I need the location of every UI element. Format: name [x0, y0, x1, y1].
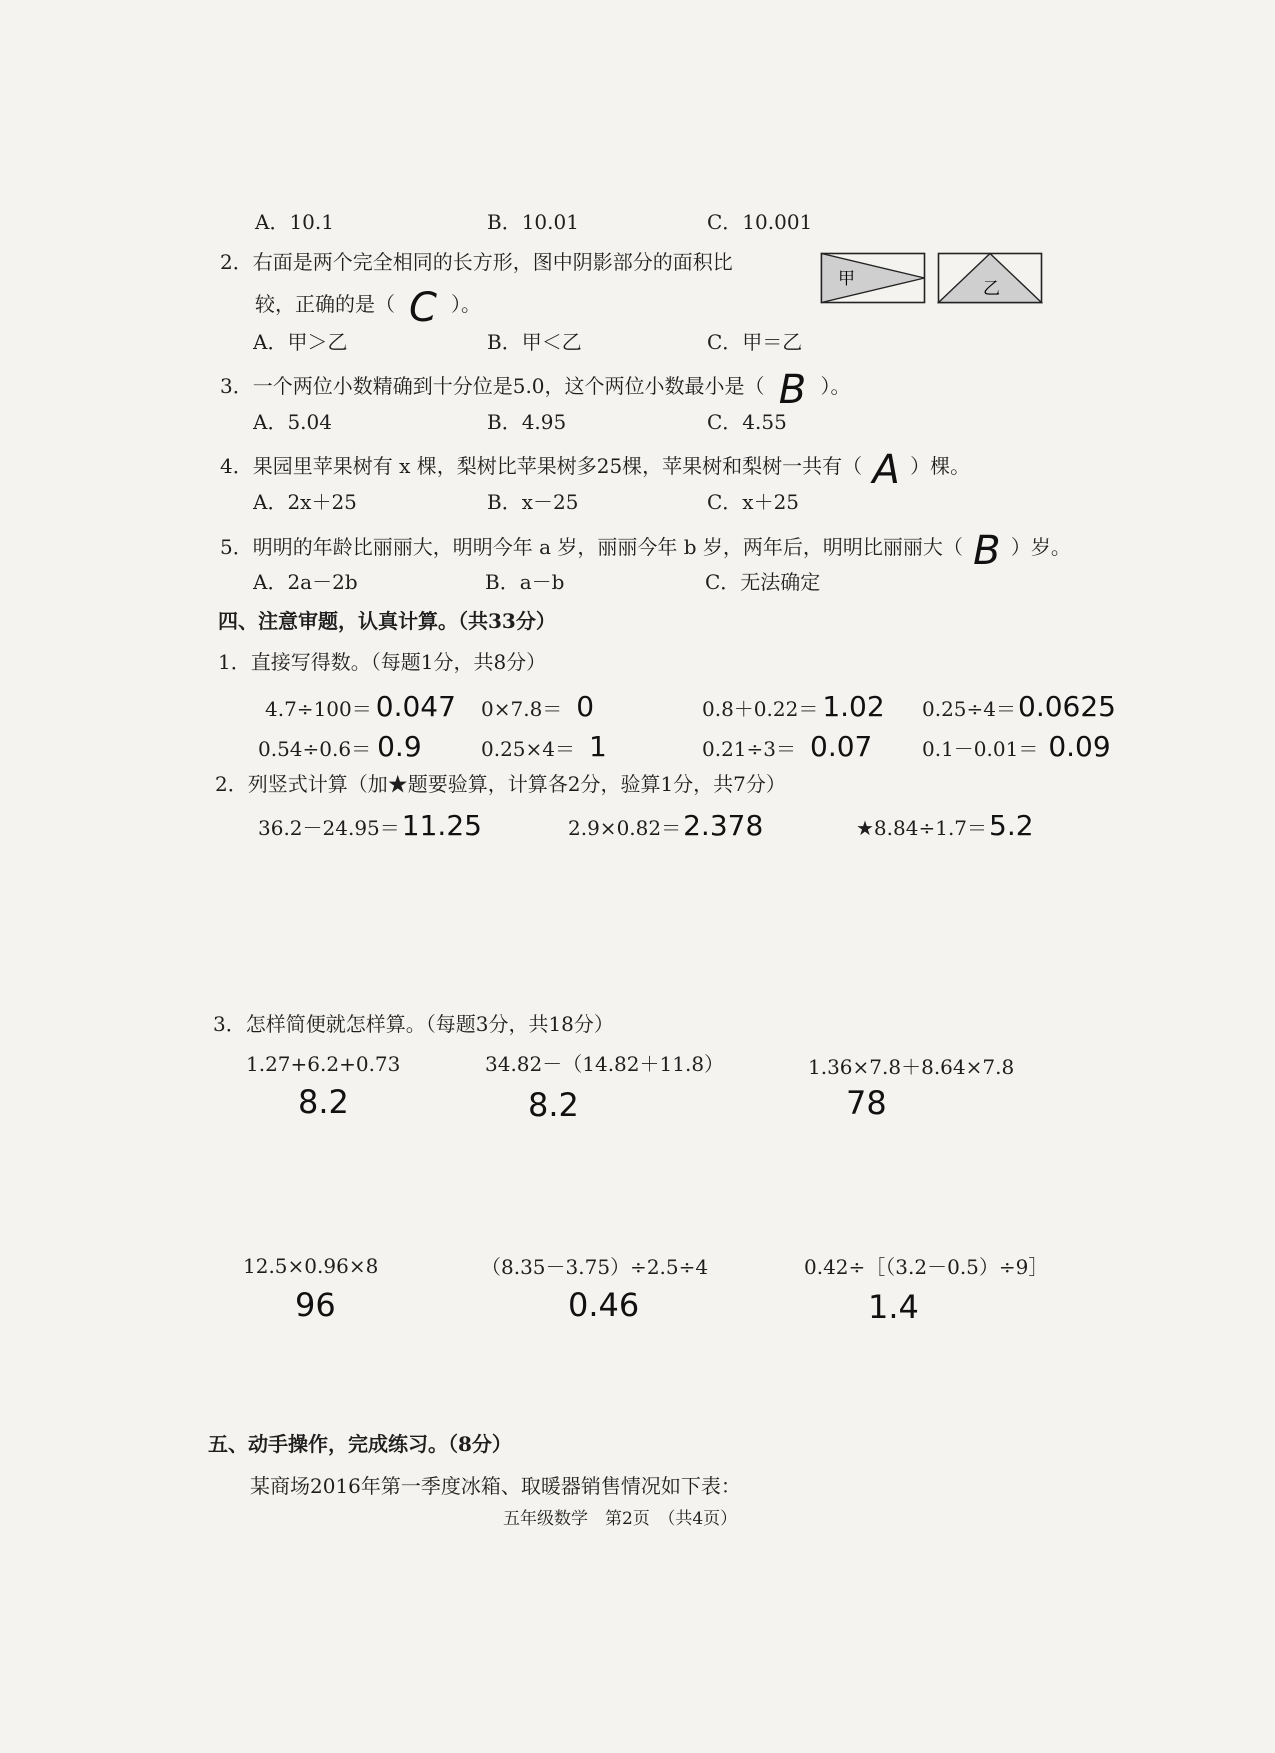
vertical-calc-answer: 5.2	[989, 809, 1034, 842]
q3-text-start: 3．一个两位小数精确到十分位是5.0，这个两位小数最小是（	[220, 374, 765, 398]
simplify-calc-answer: 1.4	[868, 1288, 919, 1326]
mental-calc-expr: 0.8＋0.22＝	[702, 697, 819, 721]
q2-text-line2	[255, 285, 481, 331]
simplify-calc-expr: 12.5×0.96×8	[243, 1254, 379, 1278]
vertical-calc-item	[856, 811, 1034, 841]
mental-calc-expr: 0.25×4＝	[481, 737, 576, 761]
q5-option-c: C．无法确定	[705, 570, 821, 594]
q5-option-a: A．2a－2b	[253, 570, 358, 594]
simplify-calc-expr: 0.42÷［（3.2－0.5）÷9］	[804, 1255, 1049, 1279]
q1-option-b: B．10.01	[487, 210, 579, 234]
vertical-calc-expr: 36.2－24.95＝	[258, 816, 400, 840]
mental-calc-item	[258, 732, 422, 762]
q2-text-line1: 2．右面是两个完全相同的长方形，图中阴影部分的面积比	[220, 250, 733, 274]
mental-calc-item	[922, 732, 1111, 762]
simplify-calc-answer: 0.46	[568, 1286, 640, 1324]
section4-part2-title: 2．列竖式计算（加★题要验算，计算各2分，验算1分，共7分）	[215, 772, 786, 796]
section4-part3-title: 3．怎样简便就怎样算。（每题3分，共18分）	[213, 1012, 614, 1036]
mental-calc-answer: 1.02	[822, 690, 885, 723]
q1-option-c: C．10.001	[707, 210, 813, 234]
mental-calc-answer: 1	[589, 730, 607, 763]
simplify-calc-expr: （8.35－3.75）÷2.5÷4	[481, 1255, 709, 1279]
mental-calc-item	[481, 692, 594, 722]
mental-calc-item	[265, 692, 456, 722]
q2-option-c: C．甲＝乙	[707, 330, 803, 354]
mental-calc-item	[922, 692, 1116, 722]
vertical-calc-item	[568, 811, 763, 841]
mental-calc-answer: 0.07	[810, 730, 873, 763]
mental-calc-item	[702, 732, 872, 762]
q3-text	[220, 367, 851, 413]
mental-calc-item	[702, 692, 885, 722]
mental-calc-expr: 0×7.8＝	[481, 697, 563, 721]
q4-answer: A	[872, 447, 900, 493]
q5-text-start: 5．明明的年龄比丽丽大，明明今年 a 岁，丽丽今年 b 岁，两年后，明明比丽丽大（	[220, 535, 963, 559]
q5-text	[220, 528, 1071, 574]
simplify-calc-answer: 78	[846, 1084, 887, 1122]
q2-figure-left	[820, 252, 926, 304]
q4-text-end: ）棵。	[910, 454, 971, 478]
q2-option-a: A．甲＞乙	[253, 330, 348, 354]
mental-calc-item	[481, 732, 607, 762]
q3-option-c: C．4.55	[707, 410, 787, 434]
mental-calc-answer: 0.0625	[1018, 690, 1116, 723]
q5-option-b: B．a－b	[485, 570, 565, 594]
q5-answer: B	[973, 528, 1001, 574]
simplify-calc-expr: 1.27+6.2+0.73	[246, 1052, 401, 1076]
q2-text-line2-start: 较，正确的是（	[255, 292, 395, 316]
vertical-calc-answer: 2.378	[683, 809, 764, 842]
section5-title: 五、动手操作，完成练习。（8分）	[208, 1432, 512, 1456]
simplify-calc-answer: 96	[295, 1286, 336, 1324]
mental-calc-expr: 0.21÷3＝	[702, 737, 797, 761]
q4-text	[220, 447, 971, 493]
simplify-calc-expr: 34.82－（14.82＋11.8）	[485, 1052, 725, 1076]
section5-intro: 某商场2016年第一季度冰箱、取暖器销售情况如下表：	[250, 1474, 741, 1498]
vertical-calc-expr: ★8.84÷1.7＝	[856, 816, 988, 840]
mental-calc-expr: 4.7÷100＝	[265, 697, 372, 721]
mental-calc-expr: 0.25÷4＝	[922, 697, 1017, 721]
q2-figure-right	[937, 252, 1043, 304]
q4-option-b: B．x－25	[487, 490, 579, 514]
q3-text-end: ）。	[820, 374, 851, 398]
section4-title: 四、注意审题，认真计算。（共33分）	[218, 609, 556, 633]
q2-text-line2-end: ）。	[451, 292, 481, 316]
q2-figure-left-label: 甲	[838, 269, 855, 289]
vertical-calc-expr: 2.9×0.82＝	[568, 816, 682, 840]
mental-calc-answer: 0	[576, 690, 595, 723]
q5-text-end: ）岁。	[1010, 535, 1071, 559]
simplify-calc-expr: 1.36×7.8＋8.64×7.8	[808, 1055, 1015, 1079]
simplify-calc-answer: 8.2	[528, 1086, 579, 1124]
q2-option-b: B．甲＜乙	[487, 330, 582, 354]
q4-option-c: C．x＋25	[707, 490, 800, 514]
mental-calc-answer: 0.09	[1048, 730, 1111, 763]
q4-text-start: 4．果园里苹果树有 x 棵，梨树比苹果树多25棵，苹果树和梨树一共有（	[220, 454, 863, 478]
vertical-calc-answer: 11.25	[401, 809, 482, 842]
vertical-calc-item	[258, 811, 482, 841]
mental-calc-answer: 0.047	[375, 690, 456, 723]
mental-calc-answer: 0.9	[377, 730, 422, 763]
q1-option-a: A．10.1	[255, 210, 334, 234]
section4-part1-title: 1．直接写得数。（每题1分，共8分）	[218, 650, 547, 674]
simplify-calc-answer: 8.2	[298, 1083, 349, 1121]
q4-option-a: A．2x＋25	[253, 490, 357, 514]
q3-option-a: A．5.04	[253, 410, 332, 434]
q2-figure-right-label: 乙	[983, 279, 1000, 299]
q3-option-b: B．4.95	[487, 410, 567, 434]
mental-calc-expr: 0.54÷0.6＝	[258, 737, 372, 761]
mental-calc-expr: 0.1－0.01＝	[922, 737, 1039, 761]
q3-answer: B	[778, 367, 807, 413]
q2-answer: C	[409, 285, 437, 331]
page-footer: 五年级数学 第2页 （共4页）	[503, 1509, 738, 1529]
